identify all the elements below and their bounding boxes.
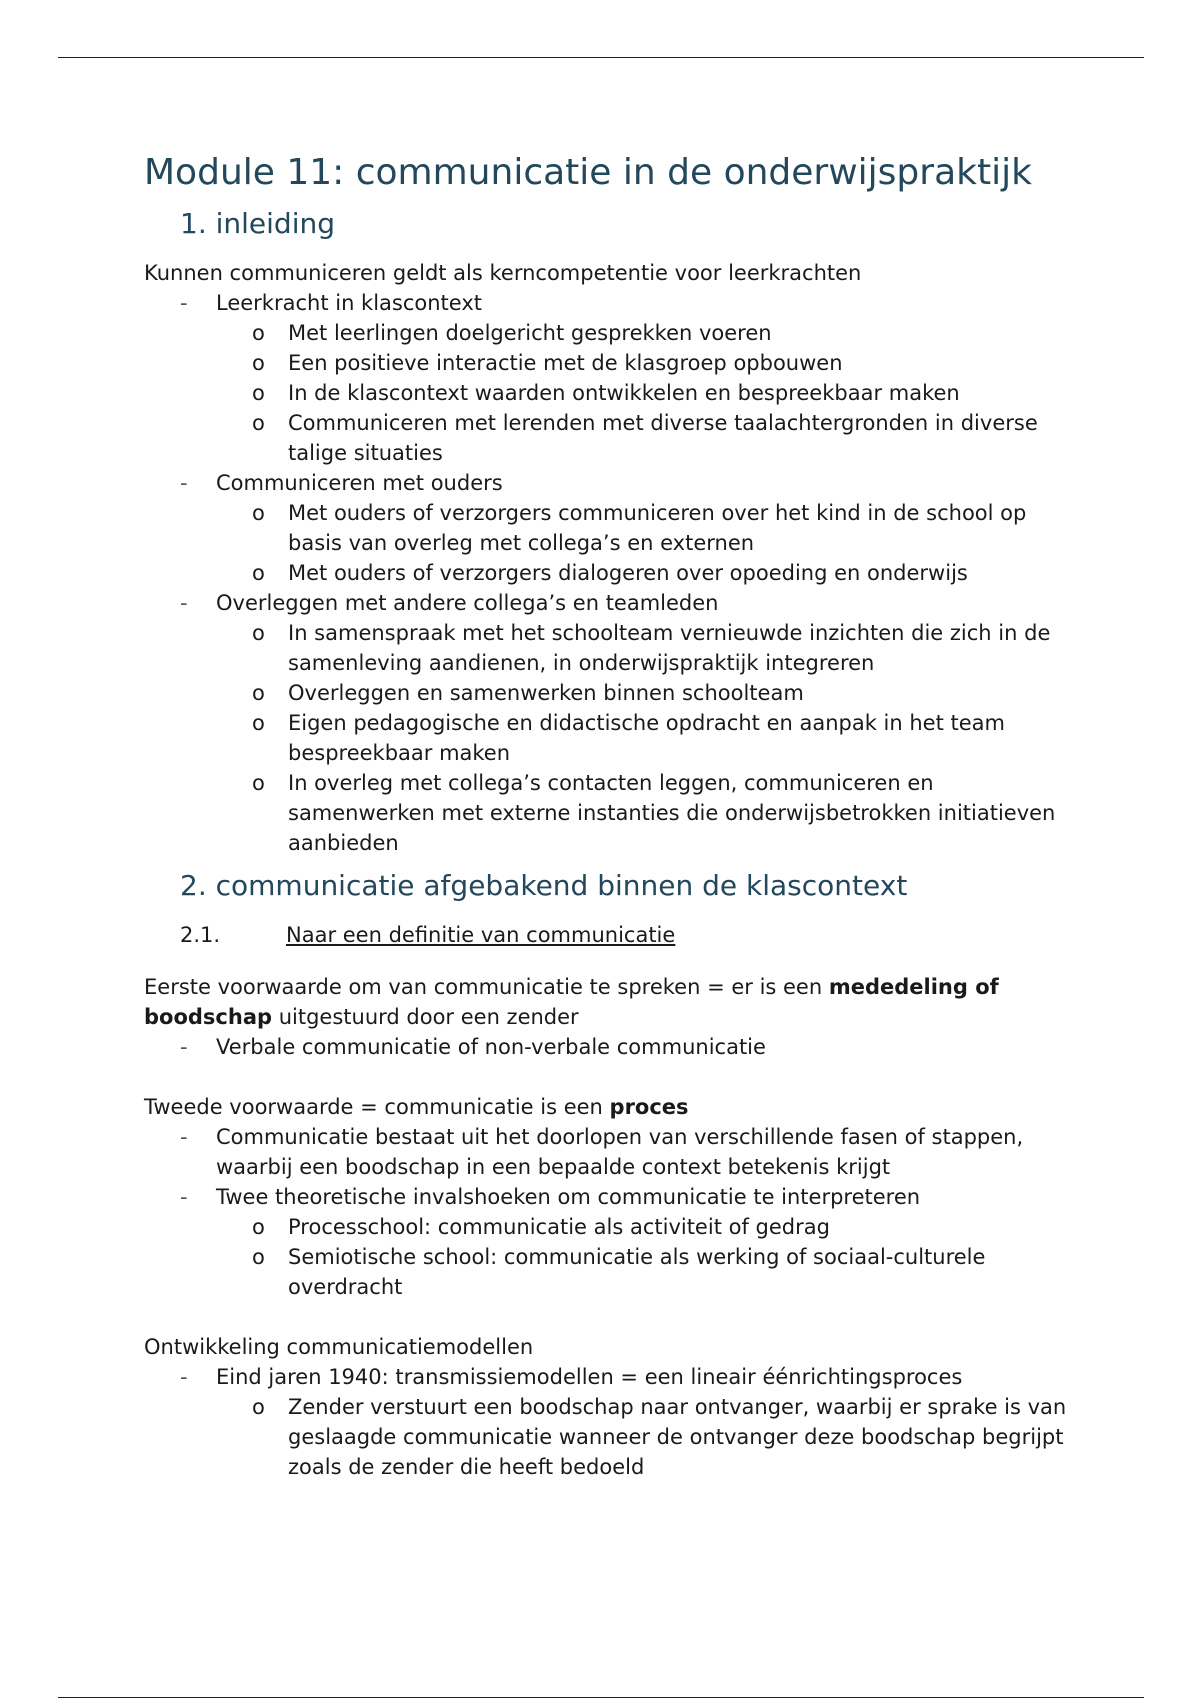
paragraph-models: Ontwikkeling communicatiemodellen (144, 1335, 534, 1359)
circle-marker: o (252, 1245, 265, 1269)
dash-marker: - (180, 1035, 188, 1059)
circle-marker: o (252, 771, 265, 795)
subsection-heading (180, 920, 1074, 950)
section-1-heading: 1. inleiding (180, 207, 335, 240)
circle-marker: o (252, 621, 265, 645)
circle-marker: o (252, 1395, 265, 1419)
list-item: - Verbale communicatie of non-verbale communicatie (144, 1032, 1074, 1062)
dash-marker: - (180, 591, 188, 615)
list-item: - Twee theoretische invalshoeken om communicatie te interpreteren o Processchool: communicatie als activiteit of gedrag o Semiotische school: communicatie als werking of sociaal-culturele overdracht (144, 1182, 1074, 1302)
dash-marker: - (180, 1365, 188, 1389)
sub-list-item: o In samenspraak met het schoolteam vernieuwde inzichten die zich in de samenleving aandienen, in onderwijspraktijk integreren (216, 618, 1074, 678)
sub-list-item: o Overleggen en samenwerken binnen schoolteam (216, 678, 1074, 708)
sub-list-item: o Processchool: communicatie als activiteit of gedrag (216, 1212, 1074, 1242)
list-item: - Communiceren met ouders o Met ouders of verzorgers communiceren over het kind in de school op basis van overleg met collega’s en externen o Met ouders of verzorgers dialogeren over opoeding en onderwijs (144, 468, 1074, 588)
section-1-list (144, 288, 1074, 858)
circle-marker: o (252, 711, 265, 735)
circle-marker: o (252, 561, 265, 585)
header-rule (58, 57, 1144, 58)
circle-marker: o (252, 411, 265, 435)
circle-marker: o (252, 1215, 265, 1239)
sub-list-item: o Met ouders of verzorgers dialogeren over opoeding en onderwijs (216, 558, 1074, 588)
paragraph-second-condition: Tweede voorwaarde = communicatie is een proces (144, 1095, 689, 1119)
circle-marker: o (252, 321, 265, 345)
sub-list-item: o In de klascontext waarden ontwikkelen en bespreekbaar maken (216, 378, 1074, 408)
circle-marker: o (252, 351, 265, 375)
sub-list-item: o Eigen pedagogische en didactische opdracht en aanpak in het team bespreekbaar maken (216, 708, 1074, 768)
document-body (144, 150, 1074, 1482)
circle-marker: o (252, 381, 265, 405)
sub-list-item: o Semiotische school: communicatie als werking of sociaal-culturele overdracht (216, 1242, 1074, 1302)
sub-list-item: o Met ouders of verzorgers communiceren over het kind in de school op basis van overleg met collega’s en externen (216, 498, 1074, 558)
list-item: - Overleggen met andere collega’s en teamleden o In samenspraak met het schoolteam vernieuwde inzichten die zich in de samenleving aandienen, in onderwijspraktijk integreren o Overleggen en samenwerken binnen schoolteam o Eigen pedagogische en didactische opdracht en aanpak in het team bespreekbaar maken o In overleg met collega’s contacten leggen, communiceren en samenwerken met externe instanties die onderwijsbetrokken initiatieven aanbieden (144, 588, 1074, 858)
models-list (144, 1362, 1074, 1482)
second-condition-list (144, 1122, 1074, 1302)
footer-rule (58, 1697, 1144, 1698)
dash-marker: - (180, 291, 188, 315)
dash-marker: - (180, 1125, 188, 1149)
circle-marker: o (252, 681, 265, 705)
list-item: - Eind jaren 1940: transmissiemodellen = een lineair éénrichtingsproces o Zender verstuurt een boodschap naar ontvanger, waarbij er sprake is van geslaagde communicatie wanneer de ontvanger deze boodschap begrijpt zoals de zender die heeft bedoeld (144, 1362, 1074, 1482)
dash-marker: - (180, 1185, 188, 1209)
sub-list-item: o Met leerlingen doelgericht gesprekken voeren (216, 318, 1074, 348)
dash-marker: - (180, 471, 188, 495)
section-1-intro: Kunnen communiceren geldt als kerncompetentie voor leerkrachten (144, 261, 862, 285)
section-2-heading: 2. communicatie afgebakend binnen de klascontext (180, 869, 908, 902)
paragraph-first-condition: Eerste voorwaarde om van communicatie te spreken = er is een mededeling of boodschap uitgestuurd door een zender (144, 975, 999, 1029)
sub-list-item: o Communiceren met lerenden met diverse taalachtergronden in diverse talige situaties (216, 408, 1074, 468)
list-item: - Communicatie bestaat uit het doorlopen van verschillende fasen of stappen, waarbij een boodschap in een bepaalde context betekenis krijgt (144, 1122, 1074, 1182)
sub-list-item: o Zender verstuurt een boodschap naar ontvanger, waarbij er sprake is van geslaagde communicatie wanneer de ontvanger deze boodschap begrijpt zoals de zender die heeft bedoeld (216, 1392, 1074, 1482)
circle-marker: o (252, 501, 265, 525)
page-title: Module 11: communicatie in de onderwijspraktijk (144, 152, 1032, 193)
subsection-title: Naar een definitie van communicatie (286, 923, 676, 947)
list-item: - Leerkracht in klascontext o Met leerlingen doelgericht gesprekken voeren o Een positieve interactie met de klasgroep opbouwen o In de klascontext waarden ontwikkelen en bespreekbaar maken o Communiceren met lerenden met diverse taalachtergronden in diverse talige situaties (144, 288, 1074, 468)
sub-list-item: o In overleg met collega’s contacten leggen, communiceren en samenwerken met externe instanties die onderwijsbetrokken initiatieven aanbieden (216, 768, 1074, 858)
sub-list-item: o Een positieve interactie met de klasgroep opbouwen (216, 348, 1074, 378)
first-condition-list (144, 1032, 1074, 1062)
subsection-number: 2.1. (180, 923, 221, 947)
